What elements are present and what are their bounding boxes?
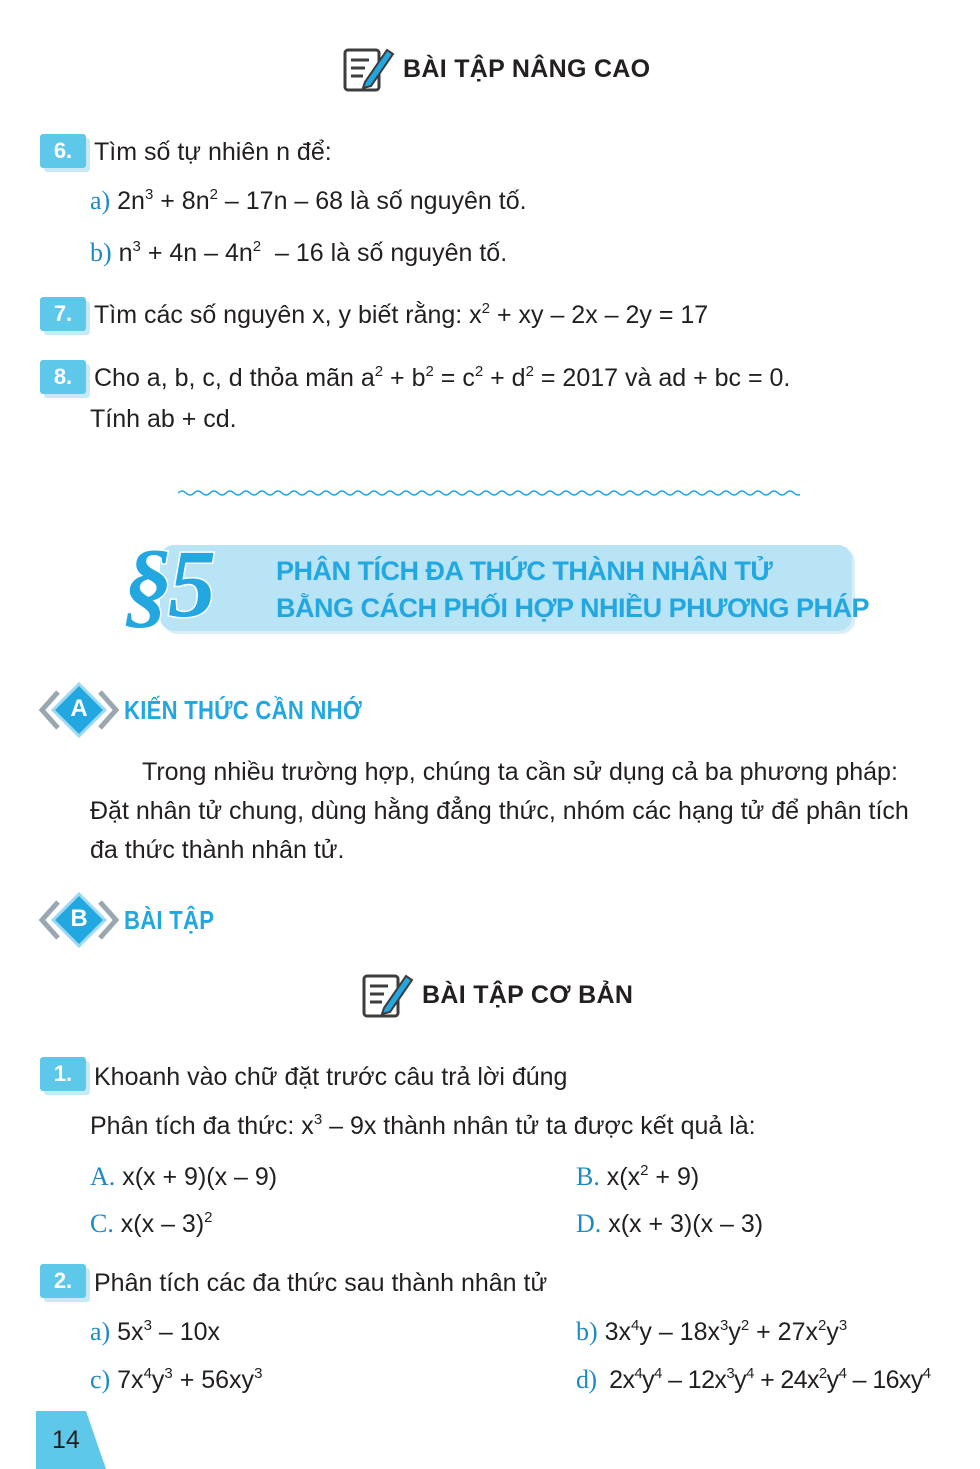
basic-header	[362, 970, 633, 1020]
part-b-title: BÀI TẬP	[124, 905, 215, 935]
problem-7-number: 7.	[40, 297, 86, 331]
problem-2b-text: $3x^4y - 18x^3y^2 + 27x^2y^3$	[604, 1317, 848, 1346]
option-a[interactable]	[90, 1162, 277, 1192]
problem-2-text: Phân tích các đa thức sau thành nhân tử	[94, 1269, 548, 1297]
page-number: 14	[52, 1426, 80, 1454]
problem-1-number: 1.	[40, 1057, 86, 1091]
problem-2c-label: c)	[90, 1365, 111, 1394]
problem-6-number: 6.	[40, 134, 86, 168]
problem-7-text: Tìm các số nguyên x, y biết rằng: $x^2$ + xy – 2x – 2y = 17	[94, 300, 709, 329]
problem-1-question: Phân tích đa thức: $x^3 - 9x$ thành nhân tử ta được kết quả là:	[90, 1111, 756, 1140]
problem-2d-text: $2x^4y^4 - 12x^3y^4 + 24x^2y^4 - 16xy^4$	[602, 1365, 931, 1394]
wavy-divider	[178, 486, 800, 500]
option-b-text: $x(x^2 + 9)$	[606, 1162, 700, 1191]
option-a-label: A.	[90, 1162, 116, 1191]
problem-6b-label: b)	[90, 238, 112, 267]
problem-2d	[576, 1365, 930, 1399]
part-a-paragraph-line2: Đặt nhân tử chung, dùng hằng đẳng thức, nhóm các hạng tử để phân tích	[90, 797, 909, 825]
section-number: §5	[124, 530, 212, 637]
problem-6a-text: $2n^3 + 8n^2 - 17n - 68$ là số nguyên tố.	[117, 186, 527, 215]
problem-2a-text: $5x^3 - 10x$	[117, 1317, 221, 1346]
problem-6b-text: $n^3 + 4n - 4n^2 - 16$ là số nguyên tố.	[118, 238, 508, 267]
problem-6b	[90, 238, 507, 272]
option-d-text: x(x + 3)(x – 3)	[608, 1210, 764, 1238]
problem-2c	[90, 1365, 262, 1399]
problem-2b-label: b)	[576, 1317, 598, 1346]
problem-8-line2: Tính ab + cd.	[90, 405, 237, 433]
part-a-paragraph-line3: đa thức thành nhân tử.	[90, 836, 345, 864]
part-a-paragraph-line1: Trong nhiều trường hợp, chúng ta cần sử dụng cả ba phương pháp:	[142, 758, 898, 786]
problem-2b	[576, 1317, 847, 1351]
problem-6a	[90, 186, 527, 220]
problem-1-text: Khoanh vào chữ đặt trước câu trả lời đúng	[94, 1063, 568, 1091]
option-d-label: D.	[576, 1209, 602, 1238]
problem-6a-label: a)	[90, 186, 111, 215]
problem-8-text: Cho a, b, c, d thỏa mãn $a^2 + b^2 = c^2 + d^2 = 2017$ và ad + bc = 0.	[94, 363, 791, 392]
problem-2a	[90, 1317, 220, 1351]
part-a-title: KIẾN THỨC CẦN NHỚ	[124, 695, 362, 725]
option-d[interactable]	[576, 1209, 763, 1239]
problem-8-number: 8.	[40, 360, 86, 394]
option-b[interactable]	[576, 1162, 699, 1196]
option-a-text: x(x + 9)(x – 9)	[122, 1163, 278, 1191]
advanced-header	[343, 44, 650, 94]
section-title-line2: BẰNG CÁCH PHỐI HỢP NHIỀU PHƯƠNG PHÁP	[276, 593, 870, 623]
option-c-text: x(x – 3)$^2$	[120, 1209, 213, 1238]
part-a-letter: A	[70, 695, 88, 722]
problem-2d-label: d)	[576, 1365, 597, 1394]
basic-header-title: BÀI TẬP CƠ BẢN	[422, 980, 634, 1009]
option-b-label: B.	[576, 1162, 600, 1191]
option-c[interactable]	[90, 1209, 213, 1243]
notepad-pencil-icon	[343, 44, 395, 94]
problem-2-number: 2.	[40, 1264, 86, 1298]
option-c-label: C.	[90, 1209, 114, 1238]
problem-2c-text: $7x^4y^3 + 56xy^3$	[117, 1365, 263, 1394]
notepad-pencil-icon	[362, 970, 414, 1020]
problem-2a-label: a)	[90, 1317, 111, 1346]
advanced-header-title: BÀI TẬP NÂNG CAO	[403, 54, 651, 83]
problem-6-text: Tìm số tự nhiên n để:	[94, 138, 332, 166]
part-b-letter: B	[70, 905, 88, 932]
section-title-line1: PHÂN TÍCH ĐA THỨC THÀNH NHÂN TỬ	[276, 556, 773, 586]
